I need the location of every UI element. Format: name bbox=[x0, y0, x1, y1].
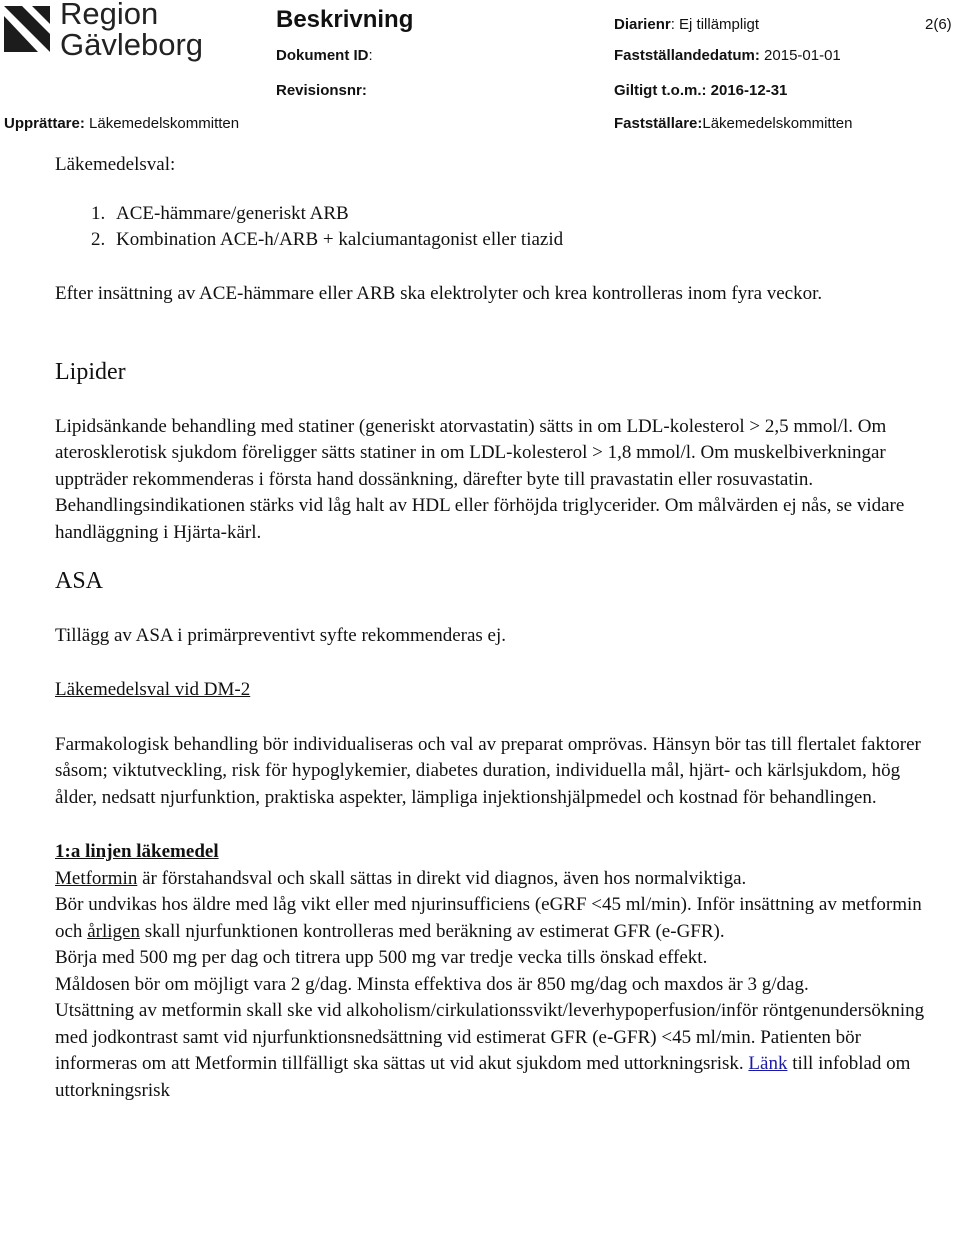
giltigt-label: Giltigt t.o.m.: bbox=[614, 82, 707, 99]
utsattning-text: Utsättning av metformin skall ske vid alkoholism/cirkulationssvikt/leverhypoperfusion/inför röntgenundersökning med jodkontrast samt vid njurfunktionsnedsättning vid estimerat GFR (e-GFR) <45 ml/min. Patienten bör informeras om att Metformin tillfälligt ska sättas ut vid akut sjukdom med uttorkningsrisk. bbox=[55, 1000, 925, 1074]
dm2-heading bbox=[55, 677, 935, 704]
diarienr-label: Diarienr bbox=[614, 16, 671, 33]
faststallandedatum bbox=[614, 47, 841, 64]
document-body bbox=[55, 152, 935, 1104]
faststallandedatum-label: Fastställandedatum: bbox=[614, 47, 760, 64]
faststallare bbox=[614, 115, 852, 132]
metformin-paragraph bbox=[55, 866, 935, 893]
diarienr-value: Ej tillämpligt bbox=[679, 16, 760, 33]
metformin-word: Metformin bbox=[55, 867, 138, 889]
lipider-heading: Lipider bbox=[55, 359, 126, 385]
list-item: 2. Kombination ACE-h/ARB + kalciumantagonist eller tiazid bbox=[110, 227, 935, 253]
first-line-heading bbox=[55, 839, 935, 866]
bor-undvikas-paragraph bbox=[55, 892, 935, 945]
borja-paragraph: Börja med 500 mg per dag och titrera upp 500 mg var tredje vecka tills önskad effekt. bbox=[55, 947, 708, 968]
dm2-paragraph: Farmakologisk behandling bör individualiseras och val av preparat omprövas. Hänsyn bör tas till flertalet faktorer såsom; viktutveckling, risk för hypoglykemier, diabetes duration, individuella mål, hjärt- och kärlsjukdom, hög ålder, nedsatt njurfunktion, praktiska aspekter, lämpliga injektionshjälpmedel och kostnad för behandlingen. bbox=[55, 733, 921, 808]
metformin-rest: är förstahandsval och skall sättas in direkt vid diagnos, även hos normalviktiga. bbox=[137, 867, 747, 889]
upprattare-label: Upprättare: bbox=[4, 115, 85, 132]
lakemedelsval-list bbox=[55, 201, 935, 253]
arligen-word: årligen bbox=[87, 920, 140, 942]
asa-paragraph: Tillägg av ASA i primärpreventivt syfte rekommenderas ej. bbox=[55, 624, 506, 646]
document-type: Beskrivning bbox=[276, 6, 414, 33]
lipider-paragraph: Lipidsänkande behandling med statiner (generiskt atorvastatin) sätts in om LDL-kolesterol > 2,5 mmol/l. Om aterosklerotisk sjukdom föreligger sätts statiner in om LDL-kolesterol > 1,8 mmol/l. Om muskelbiverkningar uppträder rekommenderas i första hand dossänkning, därefter byte till pravastatin eller rosuvastatin. Behandlingsindikationen stärks vid låg halt av HDL eller förhöjda triglycerider. Om målvärden ej nås, se vidare handläggning i Hjärta-kärl. bbox=[55, 415, 905, 543]
faststallare-label: Fastställare: bbox=[614, 115, 703, 132]
document-header bbox=[0, 0, 960, 140]
dokument-id-label: Dokument ID bbox=[276, 47, 369, 64]
dokument-id: Dokument ID: bbox=[276, 47, 373, 64]
utsattning-paragraph bbox=[55, 998, 935, 1104]
giltigt-tom bbox=[614, 82, 787, 99]
first-line-heading-text: 1:a linjen läkemedel bbox=[55, 841, 219, 862]
list-item: 1. ACE-hämmare/generiskt ARB bbox=[110, 201, 935, 227]
maldos-paragraph: Måldosen bör om möjligt vara 2 g/dag. Minsta effektiva dos är 850 mg/dag och maxdos är 3 g/dag. bbox=[55, 973, 809, 995]
efter-insattning-paragraph: Efter insättning av ACE-hämmare eller ARB ska elektrolyter och krea kontrolleras inom fyra veckor. bbox=[55, 282, 823, 304]
link-rest: till infoblad om uttorkningsrisk bbox=[55, 1053, 911, 1101]
asa-heading: ASA bbox=[55, 568, 104, 594]
infoblad-link[interactable]: Länk bbox=[748, 1053, 788, 1074]
region-gavleborg-logo-icon bbox=[2, 2, 52, 56]
faststallare-value: Läkemedelskommitten bbox=[702, 115, 853, 132]
logo-wordmark bbox=[60, 0, 203, 60]
page-number: 2(6) bbox=[925, 16, 952, 33]
bor-text-a: Bör undvikas hos äldre med låg vikt eller med njurinsufficiens (eGRF <45 ml/min). Inför insättning av metformin och bbox=[55, 894, 922, 942]
revisionsnr-label: Revisionsnr: bbox=[276, 82, 367, 99]
bor-text-b: skall njurfunktionen kontrolleras med beräkning av estimerat GFR (e-GFR). bbox=[139, 920, 725, 942]
faststallandedatum-value: 2015-01-01 bbox=[764, 47, 841, 64]
dm2-heading-text: Läkemedelsval vid DM-2 bbox=[55, 679, 251, 700]
upprattare-value: Läkemedelskommitten bbox=[89, 115, 240, 132]
logo-line-gavleborg: Gävleborg bbox=[60, 27, 204, 62]
giltigt-value: 2016-12-31 bbox=[710, 82, 788, 99]
logo-line-region: Region bbox=[60, 0, 159, 31]
lakemedelsval-label: Läkemedelsval: bbox=[55, 154, 176, 175]
diarienr: Diarienr: Ej tillämpligt bbox=[614, 16, 760, 33]
upprattare bbox=[4, 115, 239, 132]
